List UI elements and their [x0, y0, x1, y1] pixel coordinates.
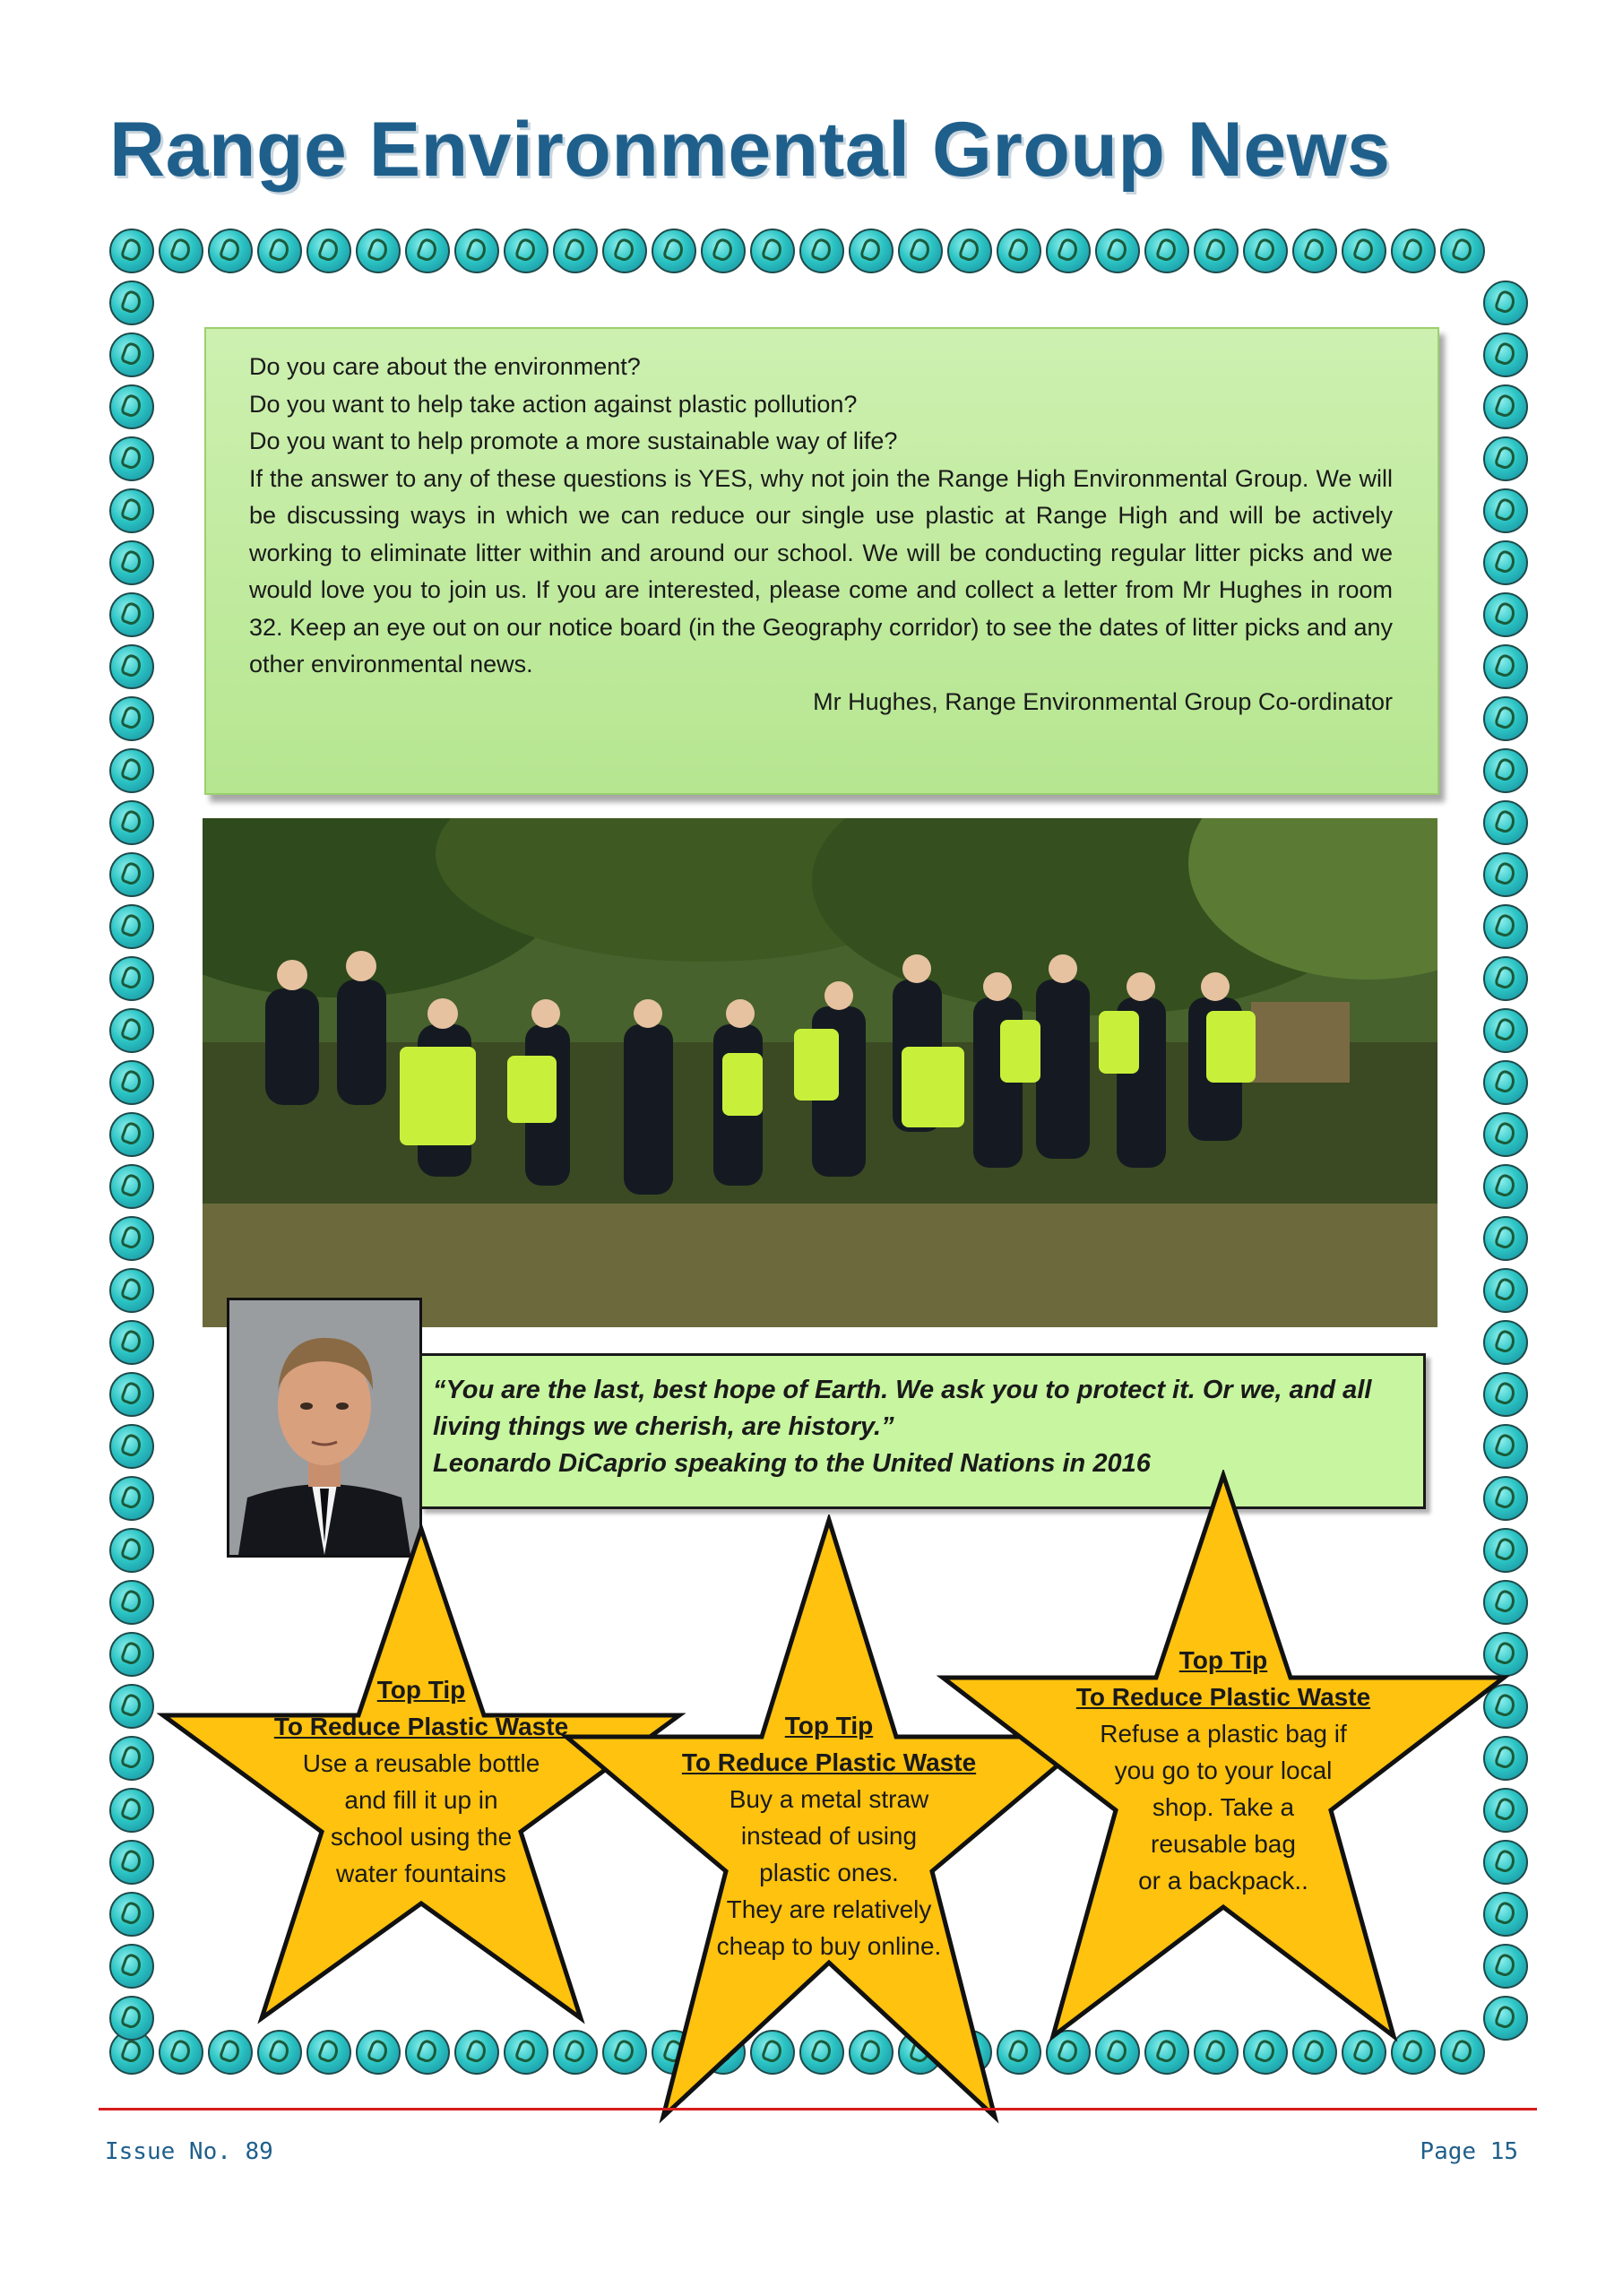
globe-icon — [109, 1320, 154, 1365]
globe-icon — [602, 229, 647, 273]
group-litter-pick-photo — [203, 818, 1437, 1327]
globe-icon — [109, 1892, 154, 1937]
globe-icon — [109, 1996, 154, 2041]
globe-icon — [109, 1268, 154, 1313]
tip-2-line-2: instead of using — [740, 1822, 918, 1850]
globe-icon — [1292, 229, 1337, 273]
globe-icon — [109, 644, 154, 689]
globe-icon — [109, 1112, 154, 1157]
info-question-3: Do you want to help promote a more sustainable way of life? — [249, 427, 898, 454]
globe-icon — [109, 1060, 154, 1105]
globe-icon — [1483, 1320, 1528, 1365]
globe-icon — [1483, 592, 1528, 637]
page-number: Page 15 — [1420, 2138, 1518, 2165]
tip-2-heading: Top Tip — [784, 1712, 874, 1739]
globe-icon — [1483, 281, 1528, 325]
globe-icon — [1483, 1112, 1528, 1157]
globe-icon — [1483, 540, 1528, 585]
tip-1-subheading: To Reduce Plastic Waste — [273, 1713, 569, 1740]
globe-icon — [701, 229, 746, 273]
globe-icon — [306, 229, 351, 273]
globe-icon — [750, 229, 795, 273]
issue-number: Issue No. 89 — [105, 2138, 273, 2165]
globe-icon — [109, 1840, 154, 1885]
tip-1-line-3: school using the — [330, 1823, 513, 1851]
quote-line-2: living things we cherish, are history.” — [433, 1412, 894, 1441]
globe-icon — [504, 2030, 548, 2075]
globe-icon — [109, 1632, 154, 1677]
tip-3-line-4: reusable bag — [1151, 1830, 1296, 1858]
globe-icon — [1483, 852, 1528, 897]
quote-attribution: Leonardo DiCaprio speaking to the United Nations in 2016 — [433, 1449, 1151, 1478]
tip-2-line-3: plastic ones. — [759, 1859, 899, 1886]
info-box — [204, 327, 1439, 795]
globe-icon — [109, 488, 154, 533]
globe-icon — [504, 229, 548, 273]
globe-icon — [109, 332, 154, 377]
globe-icon — [109, 281, 154, 325]
info-signature: Mr Hughes, Range Environmental Group Co-ordinator — [813, 687, 1393, 715]
globe-icon — [109, 229, 154, 273]
tip-2-line-4: They are relatively — [726, 1895, 932, 1923]
globe-icon — [159, 2030, 203, 2075]
globe-icon — [1046, 229, 1091, 273]
globe-icon — [208, 229, 253, 273]
globe-icon — [1483, 488, 1528, 533]
globe-icon — [1483, 436, 1528, 481]
tip-3-line-2: you go to your local — [1114, 1757, 1333, 1784]
tip-3-line-5: or a backpack.. — [1138, 1867, 1308, 1895]
globe-icon — [109, 956, 154, 1001]
globe-icon — [849, 229, 894, 273]
tip-1-heading: Top Tip — [376, 1676, 466, 1704]
tip-1-line-1: Use a reusable bottle — [302, 1749, 540, 1777]
globe-icon — [1342, 229, 1386, 273]
globe-icon — [1483, 1216, 1528, 1261]
globe-icon — [652, 229, 696, 273]
globe-icon — [109, 1424, 154, 1469]
tip-3-subheading: To Reduce Plastic Waste — [1075, 1683, 1371, 1711]
globe-icon — [405, 229, 450, 273]
tip-1-line-2: and fill it up in — [344, 1786, 498, 1814]
info-question-2: Do you want to help take action against plastic pollution? — [249, 390, 858, 418]
globe-icon — [1483, 800, 1528, 845]
page-title: Range Environmental Group News — [109, 107, 1391, 193]
globe-icon — [109, 696, 154, 741]
tip-3-line-3: shop. Take a — [1152, 1793, 1295, 1821]
globe-icon — [1483, 1424, 1528, 1469]
globe-icon — [109, 800, 154, 845]
globe-icon — [257, 2030, 302, 2075]
globe-icon — [405, 2030, 450, 2075]
globe-icon — [997, 229, 1041, 273]
globe-icon — [109, 1216, 154, 1261]
globe-icon — [1483, 748, 1528, 793]
globe-icon — [109, 1944, 154, 1989]
globe-icon — [208, 2030, 253, 2075]
tip-2-line-1: Buy a metal straw — [729, 1785, 929, 1813]
globe-icon — [109, 1164, 154, 1209]
globe-icon — [109, 1476, 154, 1521]
globe-icon — [1483, 1060, 1528, 1105]
globe-icon — [1483, 904, 1528, 949]
globe-icon — [109, 1580, 154, 1625]
globe-icon — [109, 1372, 154, 1417]
tip-2-line-5: cheap to buy online. — [716, 1932, 942, 1960]
globe-icon — [1483, 332, 1528, 377]
info-body: If the answer to any of these questions is YES, why not join the Range High Environmental Group. We will be discussing ways in which we can reduce our single use plastic at Range High and will be actively working to eliminate litter within and around our school. We will be conducting regular litter picks and we would love you to join us. If you are interested, please come and collect a letter from Mr Hughes in room 32. Keep an eye out on our notice board (in the Geography corridor) to see the dates of litter picks and any other environmental news. — [249, 464, 1393, 678]
tip-3-line-1: Refuse a plastic bag if — [1100, 1720, 1347, 1748]
globe-icon — [159, 229, 203, 273]
globe-icon — [1483, 644, 1528, 689]
globe-icon — [109, 852, 154, 897]
footer-rule — [99, 2108, 1537, 2110]
globe-icon — [947, 229, 992, 273]
quote-line-1: “You are the last, best hope of Earth. We ask you to protect it. Or we, and all — [433, 1376, 1372, 1404]
globe-icon — [109, 1788, 154, 1833]
globe-icon — [109, 1684, 154, 1729]
dicaprio-portrait — [227, 1298, 422, 1558]
globe-icon — [257, 229, 302, 273]
globe-icon — [1483, 696, 1528, 741]
globe-icon — [1483, 384, 1528, 429]
globe-icon — [1243, 229, 1288, 273]
globe-icon — [109, 904, 154, 949]
globe-icon — [898, 229, 943, 273]
globe-icon — [1483, 956, 1528, 1001]
tip-1-line-4: water fountains — [336, 1860, 506, 1887]
tip-3-heading: Top Tip — [1178, 1646, 1268, 1674]
globe-icon — [1483, 1164, 1528, 1209]
globe-icon — [356, 229, 401, 273]
globe-icon — [1144, 229, 1189, 273]
globe-icon — [306, 2030, 351, 2075]
globe-icon — [1194, 229, 1239, 273]
globe-icon — [1483, 1008, 1528, 1053]
globe-icon — [109, 748, 154, 793]
globe-icon — [109, 1736, 154, 1781]
globe-icon — [109, 592, 154, 637]
globe-icon — [1440, 229, 1485, 273]
info-question-1: Do you care about the environment? — [249, 353, 641, 380]
globe-icon — [799, 229, 844, 273]
portrait-illustration — [229, 1300, 419, 1555]
globe-icon — [454, 229, 499, 273]
globe-icon — [1095, 229, 1140, 273]
globe-icon — [1391, 229, 1436, 273]
photo-illustration — [203, 818, 1437, 1327]
globe-icon — [109, 436, 154, 481]
globe-icon — [1483, 1372, 1528, 1417]
globe-icon — [454, 2030, 499, 2075]
tip-2-subheading: To Reduce Plastic Waste — [681, 1748, 977, 1776]
globe-icon — [109, 1008, 154, 1053]
globe-icon — [109, 1528, 154, 1573]
globe-icon — [553, 229, 598, 273]
globe-icon — [109, 540, 154, 585]
globe-icon — [1483, 1268, 1528, 1313]
globe-icon — [109, 384, 154, 429]
tip-star-3 — [937, 1470, 1510, 2043]
globe-icon — [356, 2030, 401, 2075]
